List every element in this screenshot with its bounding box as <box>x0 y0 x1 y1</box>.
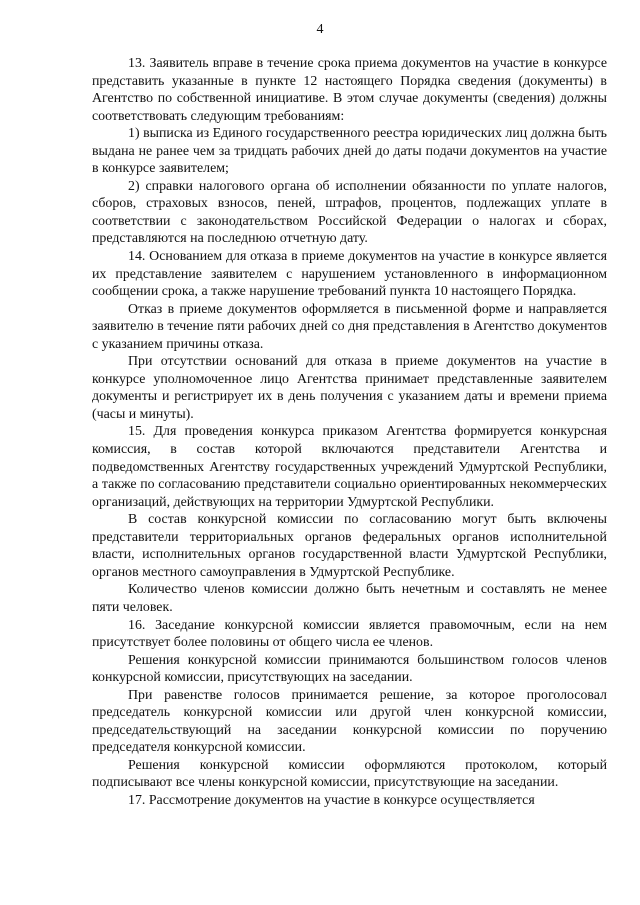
paragraph-14: 14. Основанием для отказа в приеме документов на участие в конкурсе является их представление заявителем с нарушением установленного в информационном сообщении срока, а также нарушение требований пункта 10 настоящего Порядка. <box>92 249 607 300</box>
paragraph-15: 15. Для проведения конкурса приказом Агентства формируется конкурсная комиссия, в состав которой включаются представители Агентства и подведомственных Агентству государственных учреждений Удмуртской Республики, а также по согласованию представители социально ориентированных некоммерческих организаций, действующих на территории Удмуртской Республики. <box>92 424 607 510</box>
paragraph-16-tie: При равенстве голосов принимается решение, за которое проголосовал председатель конкурсной комиссии или другой член конкурсной комиссии, председательствующий на заседании конкурсной комиссии по поручению председателя конкурсной комиссии. <box>92 687 607 756</box>
paragraph-14-refusal: Отказ в приеме документов оформляется в письменной форме и направляется заявителю в течение пяти рабочих дней со дня представления в Агентство документов с указанием причины отказа. <box>92 301 607 352</box>
paragraph-14-acceptance: При отсутствии оснований для отказа в приеме документов на участие в конкурсе уполномоченное лицо Агентства принимает представленные заявителем документы и регистрирует их в день получения с указанием даты и времени приема (часы и минуты). <box>92 354 607 422</box>
paragraph-13: 13. Заявитель вправе в течение срока приема документов на участие в конкурсе представить указанные в пункте 12 настоящего Порядка сведения (документы) в Агентство по собственной инициативе. В этом случае документы (сведения) должны соответствовать следующим требованиям: <box>92 56 607 124</box>
paragraph-16-protocol: Решения конкурсной комиссии оформляются протоколом, который подписывают все члены конкурсной комиссии, присутствующие на заседании. <box>92 757 607 791</box>
paragraph-16: 16. Заседание конкурсной комиссии является правомочным, если на нем присутствует более половины от общего числа ее членов. <box>92 617 607 651</box>
paragraph-15-composition: В состав конкурсной комиссии по согласованию могут быть включены представители территориальных органов федеральных органов исполнительной власти, исполнительных органов государственной власти Удмуртской Республики, органов местного самоуправления в Удмуртской Республике. <box>92 512 607 580</box>
paragraph-13-item-1: 1) выписка из Единого государственного реестра юридических лиц должна быть выдана не ранее чем за тридцать рабочих дней до даты подачи документов на участие в конкурсе заявителем; <box>92 126 607 177</box>
paragraph-15-member-count: Количество членов комиссии должно быть нечетным и составлять не менее пяти человек. <box>92 582 607 615</box>
page-number: 4 <box>316 22 324 37</box>
paragraph-17: 17. Рассмотрение документов на участие в конкурсе осуществляется <box>128 792 535 808</box>
document-body <box>92 55 607 810</box>
paragraph-13-item-2: 2) справки налогового органа об исполнении обязанности по уплате налогов, сборов, страховых взносов, пеней, штрафов, процентов, подлежащих уплате в соответствии с законодательством Российской Федерации о налогах и сборах, представляются на последнюю отчетную дату. <box>92 178 607 247</box>
paragraph-16-majority: Решения конкурсной комиссии принимаются большинством голосов членов конкурсной комиссии, присутствующих на заседании. <box>92 652 607 686</box>
